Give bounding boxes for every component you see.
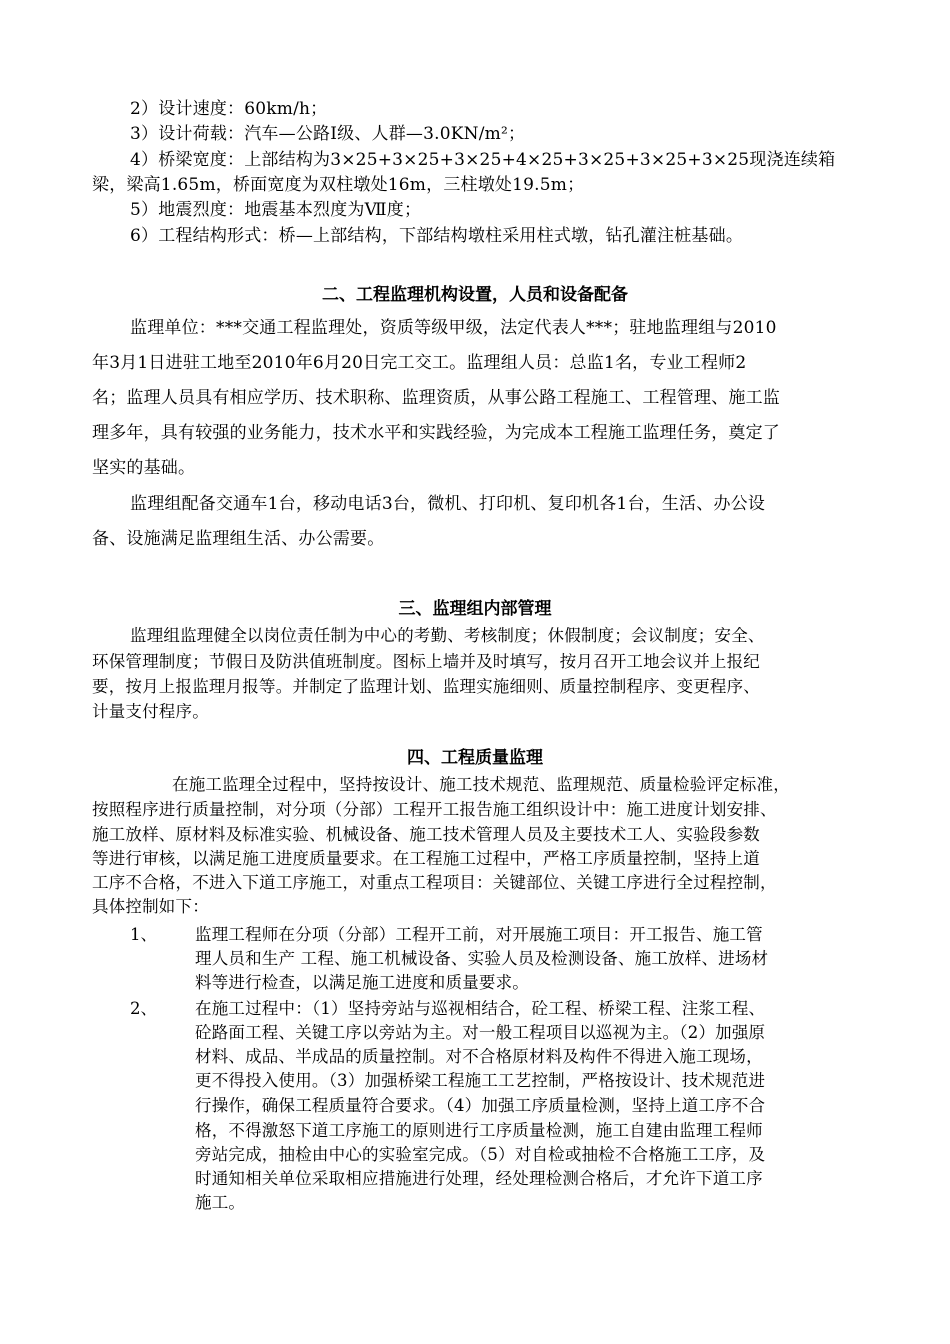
list-item-line: 材料、成品、半成品的质量控制。对不合格原材料及构件不得进入施工现场， xyxy=(195,1047,763,1066)
spec-design-speed: 2）设计速度：60km/h； xyxy=(130,99,328,119)
list-item-line: 时通知相关单位采取相应措施进行处理，经处理检测合格后，才允许下道工序 xyxy=(195,1169,763,1188)
list-item-line: 行操作，确保工程质量符合要求。（4）加强工序质量检测，坚持上道工序不合 xyxy=(195,1096,766,1115)
list-item-line: 在施工过程中：（1）坚持旁站与巡视相结合，砼工程、桥梁工程、注浆工程、 xyxy=(195,999,766,1018)
list-item-line: 理人员和生产 工程、施工机械设备、实验人员及检测设备、施工放样、进场材 xyxy=(195,949,769,968)
spec-structure-form: 6）工程结构形式：桥—上部结构，下部结构墩柱采用柱式墩，钻孔灌注桩基础。 xyxy=(130,226,744,246)
list-item-line: 监理工程师在分项（分部）工程开工前，对开展施工项目：开工报告、施工管 xyxy=(195,925,763,944)
list-item-line: 更不得投入使用。（3）加强桥梁工程施工工艺控制，严格按设计、技术规范进 xyxy=(195,1071,766,1090)
section2-para1-line: 理多年，具有较强的业务能力，技术水平和实践经验，为完成本工程施工监理任务，奠定了 xyxy=(92,423,780,443)
section4-para-line: 按照程序进行质量控制，对分项（分部）工程开工报告施工组织设计中：施工进度计划安排、 xyxy=(92,800,777,819)
spec-design-load: 3）设计荷载：汽车—公路Ⅰ级、人群—3.0KN/m²； xyxy=(130,124,526,144)
list-item-line: 砼路面工程、关键工序以旁站为主。对一般工程项目以巡视为主。（2）加强原 xyxy=(195,1023,766,1042)
section2-heading: 二、工程监理机构设置，人员和设备配备 xyxy=(322,285,628,305)
section3-heading: 三、监理组内部管理 xyxy=(398,599,552,619)
section2-para1-line: 坚实的基础。 xyxy=(92,458,196,478)
section3-para-line: 环保管理制度；节假日及防洪值班制度。图标上墙并及时填写，按月召开工地会议并上报纪 xyxy=(92,652,760,671)
list-item-number: 2、 xyxy=(130,999,157,1018)
section2-para1-line: 监理单位：***交通工程监理处，资质等级甲级，法定代表人***；驻地监理组与2010 xyxy=(130,318,777,338)
section4-para-line: 工序不合格，不进入下道工序施工，对重点工程项目：关键部位、关键工序进行全过程控制， xyxy=(92,873,777,892)
list-item-line: 格，不得激怒下道工序施工的原则进行工序质量检测，施工自建由监理工程师 xyxy=(195,1121,763,1140)
section2-para1-line: 年3月1日进驻工地至2010年6月20日完工交工。监理组人员：总监1名，专业工程师2 xyxy=(92,353,747,373)
section2-para1-line: 名；监理人员具有相应学历、技术职称、监理资质，从事公路工程施工、工程管理、施工监 xyxy=(92,388,780,408)
section4-para-line: 施工放样、原材料及标准实验、机械设备、施工技术管理人员及主要技术工人、实验段参数 xyxy=(92,825,760,844)
section3-para-line: 监理组监理健全以岗位责任制为中心的考勤、考核制度；休假制度；会议制度；安全、 xyxy=(130,626,765,645)
section2-para2-line: 备、设施满足监理组生活、办公需要。 xyxy=(92,529,385,549)
section4-para-line: 在施工监理全过程中，坚持按设计、施工技术规范、监理规范、质量检验评定标准， xyxy=(172,775,790,794)
spec-bridge-width: 4）桥梁宽度：上部结构为3×25+3×25+3×25+4×25+3×25+3×25+3×25现浇连续箱 xyxy=(130,150,836,170)
section4-para-line: 具体控制如下： xyxy=(92,897,209,916)
section3-para-line: 计量支付程序。 xyxy=(92,702,209,721)
section4-para-line: 等进行审核，以满足施工进度质量要求。在工程施工过程中，严格工序质量控制，坚持上道 xyxy=(92,849,760,868)
list-item-line: 料等进行检查，以满足施工进度和质量要求。 xyxy=(195,973,529,992)
spec-seismic-intensity: 5）地震烈度：地震基本烈度为Ⅶ度； xyxy=(130,200,422,220)
section3-para-line: 要，按月上报监理月报等。并制定了监理计划、监理实施细则、质量控制程序、变更程序、 xyxy=(92,677,760,696)
list-item-line: 施工。 xyxy=(195,1193,246,1212)
list-item-number: 1、 xyxy=(130,925,157,944)
section4-heading: 四、工程质量监理 xyxy=(407,748,543,768)
spec-bridge-width-cont: 梁，梁高1.65m，桥面宽度为双柱墩处16m，三柱墩处19.5m； xyxy=(92,175,585,195)
list-item-line: 旁站完成，抽检由中心的实验室完成。（5）对自检或抽检不合格施工工序，及 xyxy=(195,1145,766,1164)
section2-para2-line: 监理组配备交通车1台，移动电话3台，微机、打印机、复印机各1台，生活、办公设 xyxy=(130,494,766,514)
